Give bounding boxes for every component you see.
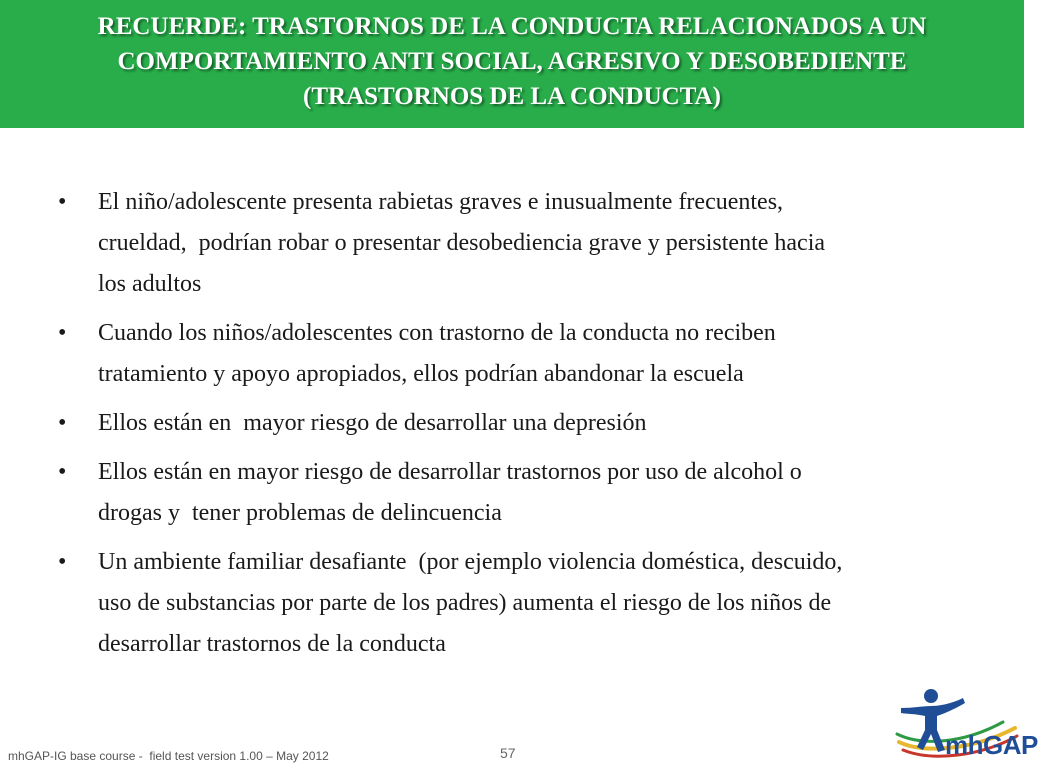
bullet-icon: •	[58, 549, 67, 575]
title-banner	[0, 0, 1024, 128]
bullet-text-line: Cuando los niños/adolescentes con trastorno de la conducta no reciben	[98, 320, 776, 346]
page-number: 57	[500, 745, 516, 761]
bullet-icon: •	[58, 410, 67, 436]
mhgap-logo-text: mhGAP	[945, 730, 1038, 760]
bullet-text-line: Un ambiente familiar desafiante (por ejemplo violencia doméstica, descuido,	[98, 549, 843, 575]
bullet-item	[58, 403, 963, 444]
bullet-text-line: desarrollar trastornos de la conducta	[98, 631, 446, 657]
bullet-text-line: El niño/adolescente presenta rabietas graves e inusualmente frecuentes,	[98, 189, 784, 215]
bullet-text-line: los adultos	[98, 271, 202, 297]
slide-title-line-3: (TRASTORNOS DE LA CONDUCTA)	[303, 83, 721, 110]
bullet-item	[58, 313, 963, 395]
bullet-icon: •	[58, 320, 67, 346]
bullet-text-line: tratamiento y apoyo apropiados, ellos podrían abandonar la escuela	[98, 361, 744, 387]
bullet-text-line: Ellos están en mayor riesgo de desarrollar trastornos por uso de alcohol o	[98, 459, 802, 485]
bullet-item	[58, 182, 963, 305]
bullet-icon: •	[58, 459, 67, 485]
bullet-text-line: crueldad, podrían robar o presentar desobediencia grave y persistente hacia	[98, 230, 826, 256]
bullet-item	[58, 542, 963, 665]
bullet-text-line: drogas y tener problemas de delincuencia	[98, 500, 502, 526]
bullet-text-line: uso de substancias por parte de los padres) aumenta el riesgo de los niños de	[98, 590, 832, 616]
bullet-item	[58, 452, 963, 534]
bullet-text-line: Ellos están en mayor riesgo de desarrollar una depresión	[98, 410, 647, 436]
slide-title-line-2: COMPORTAMIENTO ANTI SOCIAL, AGRESIVO Y DESOBEDIENTE	[117, 48, 907, 75]
footer-course-text: mhGAP-IG base course - field test version 1.00 – May 2012	[8, 749, 329, 763]
bullet-icon: •	[58, 189, 67, 215]
bullet-list	[58, 182, 963, 673]
mhgap-logo	[893, 684, 1038, 768]
slide-title-line-1: RECUERDE: TRASTORNOS DE LA CONDUCTA RELACIONADOS A UN	[97, 13, 927, 40]
